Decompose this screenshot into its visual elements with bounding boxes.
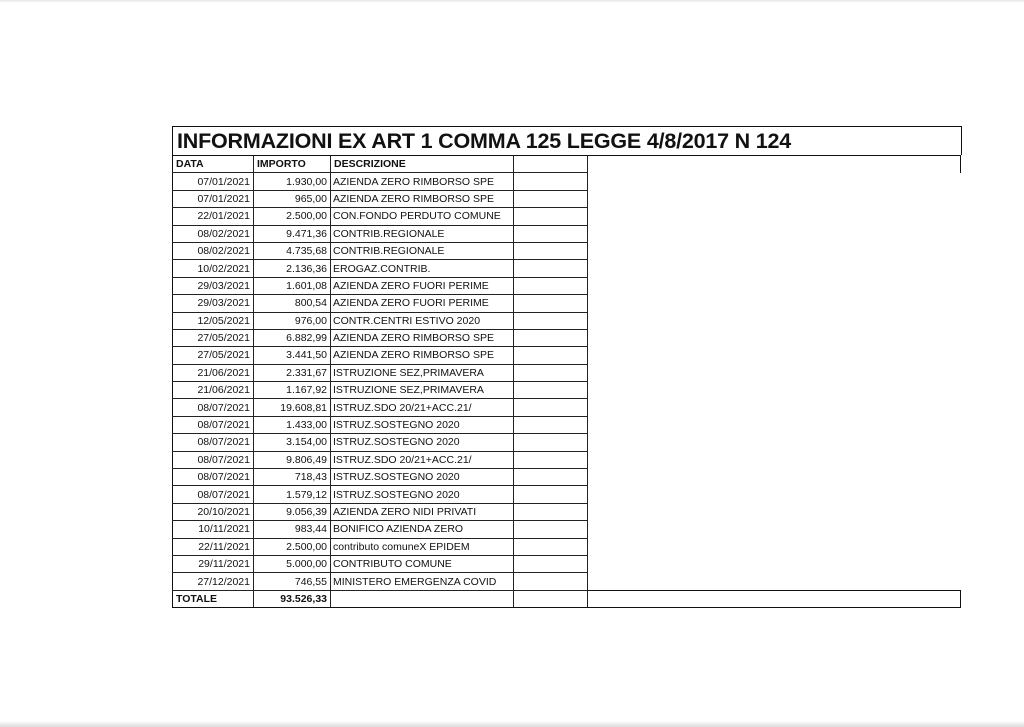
row-amount: 2.500,00: [254, 538, 331, 555]
row-tail-cell: [588, 573, 961, 590]
row-tail-cell: [588, 434, 961, 451]
row-description: AZIENDA ZERO RIMBORSO SPE: [331, 190, 514, 207]
row-description: MINISTERO EMERGENZA COVID: [331, 573, 514, 590]
table-row: [173, 190, 961, 207]
row-date: 20/10/2021: [173, 503, 254, 520]
table-row: [173, 347, 961, 364]
row-empty-cell: [514, 225, 588, 242]
table-row: [173, 469, 961, 486]
row-tail-cell: [588, 486, 961, 503]
row-tail-cell: [588, 416, 961, 433]
row-description: CONTRIB.REGIONALE: [331, 242, 514, 259]
row-description: ISTRUZ.SOSTEGNO 2020: [331, 434, 514, 451]
row-tail-cell: [588, 364, 961, 381]
row-amount: 4.735,68: [254, 242, 331, 259]
row-empty-cell: [514, 434, 588, 451]
row-date: 27/05/2021: [173, 347, 254, 364]
row-description: ISTRUZ.SOSTEGNO 2020: [331, 486, 514, 503]
row-description: EROGAZ.CONTRIB.: [331, 260, 514, 277]
row-description: AZIENDA ZERO NIDI PRIVATI: [331, 503, 514, 520]
row-empty-cell: [514, 277, 588, 294]
total-empty-cell: [514, 590, 588, 607]
row-empty-cell: [514, 486, 588, 503]
row-tail-cell: [588, 451, 961, 468]
row-tail-cell: [588, 382, 961, 399]
row-empty-cell: [514, 242, 588, 259]
row-tail-cell: [588, 312, 961, 329]
table-row: [173, 295, 961, 312]
row-amount: 1.433,00: [254, 416, 331, 433]
row-tail-cell: [588, 347, 961, 364]
total-amount: 93.526,33: [254, 590, 331, 607]
row-empty-cell: [514, 451, 588, 468]
row-description: ISTRUZ.SOSTEGNO 2020: [331, 416, 514, 433]
row-tail-cell: [588, 329, 961, 346]
row-description: AZIENDA ZERO FUORI PERIME: [331, 295, 514, 312]
row-tail-cell: [588, 208, 961, 225]
row-empty-cell: [514, 173, 588, 190]
row-tail-cell: [588, 242, 961, 259]
row-tail-cell: [588, 225, 961, 242]
table-row: [173, 573, 961, 590]
total-empty-cell: [331, 590, 514, 607]
row-empty-cell: [514, 399, 588, 416]
row-empty-cell: [514, 469, 588, 486]
table-row: [173, 486, 961, 503]
row-date: 08/02/2021: [173, 242, 254, 259]
row-date: 21/06/2021: [173, 364, 254, 381]
row-empty-cell: [514, 416, 588, 433]
row-description: AZIENDA ZERO RIMBORSO SPE: [331, 347, 514, 364]
table-row: [173, 225, 961, 242]
row-description: AZIENDA ZERO RIMBORSO SPE: [331, 329, 514, 346]
row-date: 08/07/2021: [173, 451, 254, 468]
row-description: AZIENDA ZERO FUORI PERIME: [331, 277, 514, 294]
row-empty-cell: [514, 312, 588, 329]
row-amount: 976,00: [254, 312, 331, 329]
row-empty-cell: [514, 347, 588, 364]
row-date: 22/01/2021: [173, 208, 254, 225]
table-row: [173, 173, 961, 190]
row-date: 29/11/2021: [173, 555, 254, 572]
row-tail-cell: [588, 173, 961, 190]
row-amount: 19.608,81: [254, 399, 331, 416]
row-date: 08/07/2021: [173, 416, 254, 433]
row-date: 08/02/2021: [173, 225, 254, 242]
row-description: CON.FONDO PERDUTO COMUNE: [331, 208, 514, 225]
row-amount: 1.167,92: [254, 382, 331, 399]
row-amount: 1.930,00: [254, 173, 331, 190]
header-date: DATA: [173, 156, 254, 173]
row-date: 08/07/2021: [173, 399, 254, 416]
document-title: INFORMAZIONI EX ART 1 COMMA 125 LEGGE 4/8/2017 N 124: [177, 129, 792, 153]
row-empty-cell: [514, 190, 588, 207]
row-description: CONTR.CENTRI ESTIVO 2020: [331, 312, 514, 329]
row-tail-cell: [588, 521, 961, 538]
table-row: [173, 538, 961, 555]
row-tail-cell: [588, 190, 961, 207]
row-amount: 3.441,50: [254, 347, 331, 364]
table-row: [173, 260, 961, 277]
row-tail-cell: [588, 399, 961, 416]
table-row: [173, 503, 961, 520]
row-date: 29/03/2021: [173, 277, 254, 294]
row-empty-cell: [514, 295, 588, 312]
row-amount: 2.136,36: [254, 260, 331, 277]
row-date: 22/11/2021: [173, 538, 254, 555]
row-date: 10/11/2021: [173, 521, 254, 538]
row-empty-cell: [514, 208, 588, 225]
table-row: [173, 399, 961, 416]
row-amount: 2.500,00: [254, 208, 331, 225]
row-date: 21/06/2021: [173, 382, 254, 399]
header-empty-cell: [514, 156, 588, 173]
row-description: BONIFICO AZIENDA ZERO: [331, 521, 514, 538]
row-date: 08/07/2021: [173, 486, 254, 503]
row-tail-cell: [588, 295, 961, 312]
table-row: [173, 416, 961, 433]
table-row: [173, 312, 961, 329]
row-empty-cell: [514, 521, 588, 538]
row-amount: 9.056,39: [254, 503, 331, 520]
row-date: 27/05/2021: [173, 329, 254, 346]
row-description: ISTRUZ.SOSTEGNO 2020: [331, 469, 514, 486]
row-description: CONTRIBUTO COMUNE: [331, 555, 514, 572]
table-row: [173, 208, 961, 225]
row-empty-cell: [514, 555, 588, 572]
row-empty-cell: [514, 260, 588, 277]
row-description: ISTRUZ.SDO 20/21+ACC.21/: [331, 399, 514, 416]
row-date: 08/07/2021: [173, 434, 254, 451]
scan-edge-bottom: [0, 721, 1024, 727]
header-tail-cell: [588, 156, 961, 173]
row-empty-cell: [514, 573, 588, 590]
row-amount: 718,43: [254, 469, 331, 486]
row-tail-cell: [588, 538, 961, 555]
row-description: CONTRIB.REGIONALE: [331, 225, 514, 242]
row-empty-cell: [514, 538, 588, 555]
table-header-row: [173, 156, 961, 173]
header-description: DESCRIZIONE: [331, 156, 514, 173]
table-row: [173, 521, 961, 538]
table-row: [173, 277, 961, 294]
row-date: 27/12/2021: [173, 573, 254, 590]
row-date: 12/05/2021: [173, 312, 254, 329]
row-tail-cell: [588, 469, 961, 486]
document-sheet: [172, 126, 962, 608]
row-amount: 965,00: [254, 190, 331, 207]
total-row: [173, 590, 961, 607]
row-amount: 800,54: [254, 295, 331, 312]
row-amount: 1.579,12: [254, 486, 331, 503]
row-amount: 9.471,36: [254, 225, 331, 242]
row-amount: 983,44: [254, 521, 331, 538]
row-tail-cell: [588, 277, 961, 294]
row-amount: 2.331,67: [254, 364, 331, 381]
row-empty-cell: [514, 503, 588, 520]
row-tail-cell: [588, 260, 961, 277]
scan-edge-top: [0, 0, 1024, 3]
row-date: 10/02/2021: [173, 260, 254, 277]
title-box: [172, 126, 962, 155]
payments-table-body: [173, 156, 961, 608]
table-row: [173, 555, 961, 572]
row-empty-cell: [514, 364, 588, 381]
row-amount: 6.882,99: [254, 329, 331, 346]
total-label: TOTALE: [173, 590, 254, 607]
payments-table: [172, 155, 961, 608]
row-amount: 746,55: [254, 573, 331, 590]
row-tail-cell: [588, 503, 961, 520]
row-description: ISTRUZIONE SEZ,PRIMAVERA: [331, 364, 514, 381]
row-amount: 1.601,08: [254, 277, 331, 294]
header-amount: IMPORTO: [254, 156, 331, 173]
table-row: [173, 451, 961, 468]
row-date: 07/01/2021: [173, 190, 254, 207]
total-tail-cell: [588, 590, 961, 607]
row-empty-cell: [514, 329, 588, 346]
row-empty-cell: [514, 382, 588, 399]
row-date: 29/03/2021: [173, 295, 254, 312]
table-row: [173, 434, 961, 451]
row-description: ISTRUZIONE SEZ,PRIMAVERA: [331, 382, 514, 399]
row-date: 08/07/2021: [173, 469, 254, 486]
row-description: AZIENDA ZERO RIMBORSO SPE: [331, 173, 514, 190]
row-description: ISTRUZ.SDO 20/21+ACC.21/: [331, 451, 514, 468]
row-amount: 9.806,49: [254, 451, 331, 468]
row-amount: 5.000,00: [254, 555, 331, 572]
table-row: [173, 382, 961, 399]
row-description: contributo comuneX EPIDEM: [331, 538, 514, 555]
table-row: [173, 242, 961, 259]
table-row: [173, 329, 961, 346]
row-date: 07/01/2021: [173, 173, 254, 190]
table-row: [173, 364, 961, 381]
row-tail-cell: [588, 555, 961, 572]
row-amount: 3.154,00: [254, 434, 331, 451]
